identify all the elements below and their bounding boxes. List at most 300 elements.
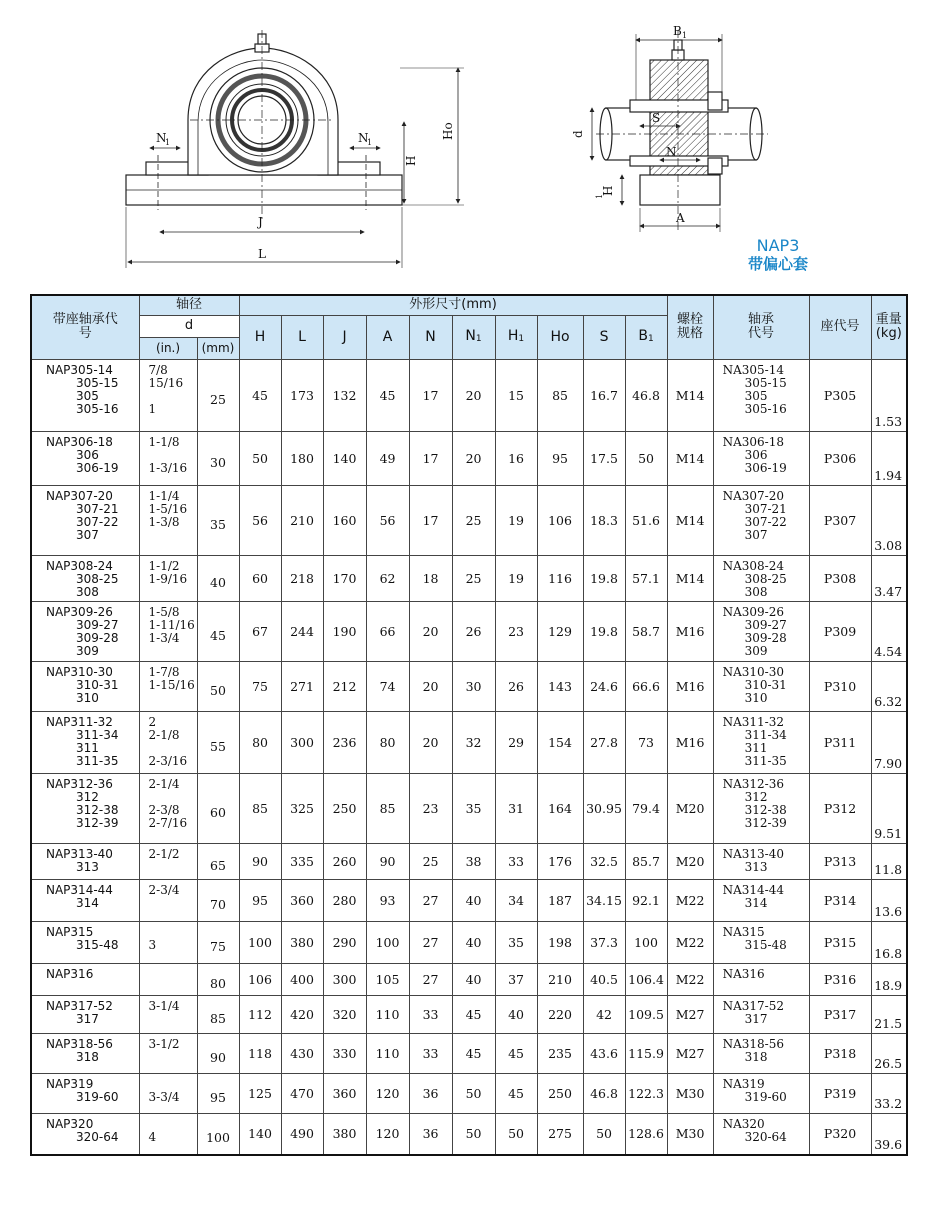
- inch-cell: [139, 773, 197, 843]
- bolt-cell: M14: [667, 485, 713, 555]
- bearing-cell: [713, 1113, 809, 1155]
- model-code: NAP314-44: [46, 882, 113, 897]
- dim-S-cell: 19.8: [583, 601, 625, 661]
- dim-N1-cell: 35: [452, 773, 495, 843]
- dim-J-cell: 330: [323, 1033, 366, 1073]
- dim-Ho-cell: 250: [537, 1073, 583, 1113]
- dim-S-cell: 40.5: [583, 963, 625, 995]
- bearing-code: 310-31: [744, 677, 787, 692]
- svg-text:N: N: [358, 131, 369, 145]
- dim-S-cell: 16.7: [583, 359, 625, 431]
- inch-cell: [139, 1113, 197, 1155]
- model-code: NAP311-32: [46, 714, 113, 729]
- dim-A-cell: 120: [366, 1073, 409, 1113]
- inch-cell: [139, 843, 197, 879]
- mm-cell: 60: [197, 773, 239, 843]
- model-code: 320-64: [76, 1129, 119, 1144]
- series-code: NAP3: [756, 236, 800, 255]
- bearing-code: NA307-20: [722, 488, 784, 503]
- bearing-code: 314: [744, 895, 768, 910]
- housing-cell: P307: [809, 485, 871, 555]
- inch-value: [149, 1078, 197, 1091]
- dim-H-cell: 60: [239, 555, 281, 601]
- table-row: [31, 1033, 907, 1073]
- header-d: d: [139, 315, 239, 337]
- model-code: 311-35: [76, 753, 119, 768]
- dim-B1-cell: 92.1: [625, 879, 667, 921]
- model-code: 305-16: [76, 401, 119, 416]
- inch-value: [149, 897, 197, 910]
- dim-N-cell: 33: [409, 995, 452, 1033]
- svg-text:B: B: [673, 24, 682, 38]
- inch-cell: [139, 879, 197, 921]
- mm-cell: 30: [197, 431, 239, 485]
- inch-value: 3-1/2: [148, 1036, 180, 1051]
- inch-value: [149, 529, 197, 542]
- dim-S-cell: 50: [583, 1113, 625, 1155]
- table-row: [31, 773, 907, 843]
- model-code: 307-22: [76, 514, 119, 529]
- inch-value: [149, 1013, 197, 1026]
- model-code: NAP307-20: [46, 488, 113, 503]
- dim-Ho-cell: 275: [537, 1113, 583, 1155]
- model-code: 314: [76, 895, 99, 910]
- dim-J-cell: 260: [323, 843, 366, 879]
- inch-value: [149, 1051, 197, 1064]
- dim-L-cell: 173: [281, 359, 323, 431]
- bearing-code: 312: [744, 789, 768, 804]
- dim-N1-cell: 32: [452, 711, 495, 773]
- dim-H-cell: 50: [239, 431, 281, 485]
- model-code: NAP315: [46, 924, 94, 939]
- bolt-cell: M14: [667, 431, 713, 485]
- dim-H-cell: 100: [239, 921, 281, 963]
- technical-drawings: [0, 0, 950, 292]
- inch-cell: [139, 963, 197, 995]
- dim-Ho-cell: 176: [537, 843, 583, 879]
- svg-text:1: 1: [367, 138, 373, 147]
- bearing-code: 311: [744, 740, 768, 755]
- dim-H1-cell: 26: [495, 661, 537, 711]
- mm-cell: 70: [197, 879, 239, 921]
- dim-A-cell: 66: [366, 601, 409, 661]
- table-row: [31, 601, 907, 661]
- model-code: NAP306-18: [46, 434, 113, 449]
- dim-Ho-cell: 210: [537, 963, 583, 995]
- dim-Ho-cell: 95: [537, 431, 583, 485]
- bearing-code: 318: [744, 1049, 768, 1064]
- dim-J-cell: 300: [323, 963, 366, 995]
- dim-H1-cell: 33: [495, 843, 537, 879]
- housing-cell: P305: [809, 359, 871, 431]
- bearing-cell: [713, 879, 809, 921]
- dim-N1-cell: 25: [452, 485, 495, 555]
- inch-value: [149, 390, 197, 403]
- dim-H1-cell: 29: [495, 711, 537, 773]
- bearing-cell: [713, 555, 809, 601]
- inch-value: [149, 692, 197, 705]
- model-code: NAP320: [46, 1116, 94, 1131]
- dim-Ho-cell: 85: [537, 359, 583, 431]
- series-description: 带偏心套: [747, 255, 808, 273]
- model-cell: [31, 1073, 139, 1113]
- svg-text:N: N: [156, 131, 167, 145]
- mm-cell: 75: [197, 921, 239, 963]
- housing-cell: P316: [809, 963, 871, 995]
- dim-H-cell: 45: [239, 359, 281, 431]
- dim-H1-cell: 23: [495, 601, 537, 661]
- model-code: 313: [76, 859, 99, 874]
- dim-H1-cell: 50: [495, 1113, 537, 1155]
- dim-S-cell: 32.5: [583, 843, 625, 879]
- bearing-code: 312-38: [744, 802, 787, 817]
- bearing-cell: [713, 843, 809, 879]
- dim-B1-cell: 109.5: [625, 995, 667, 1033]
- bearing-code: NA316: [722, 966, 765, 981]
- dim-H-cell: 95: [239, 879, 281, 921]
- inch-value: 3-1/4: [148, 998, 180, 1013]
- model-code: 311: [76, 740, 99, 755]
- inch-value: 1-3/8: [148, 514, 180, 529]
- inch-value: 1-15/16: [148, 677, 195, 692]
- inch-value: 2-7/16: [148, 815, 188, 830]
- dim-N-cell: 17: [409, 359, 452, 431]
- mm-cell: 25: [197, 359, 239, 431]
- dim-H1-cell: 19: [495, 485, 537, 555]
- mm-cell: 80: [197, 963, 239, 995]
- weight-cell: 3.47: [871, 555, 907, 601]
- mm-cell: 40: [197, 555, 239, 601]
- model-cell: [31, 359, 139, 431]
- housing-cell: P314: [809, 879, 871, 921]
- dim-Ho-cell: 129: [537, 601, 583, 661]
- weight-cell: 39.6: [871, 1113, 907, 1155]
- inch-value: [149, 926, 197, 939]
- dim-L-cell: 271: [281, 661, 323, 711]
- dim-B1-cell: 46.8: [625, 359, 667, 431]
- bearing-cell: [713, 995, 809, 1033]
- weight-cell: 26.5: [871, 1033, 907, 1073]
- inch-cell: [139, 431, 197, 485]
- dim-J-cell: 250: [323, 773, 366, 843]
- bearing-cell: [713, 359, 809, 431]
- dim-N-cell: 36: [409, 1073, 452, 1113]
- model-code: 306-19: [76, 460, 119, 475]
- bearing-code: 308-25: [744, 571, 787, 586]
- dim-N-cell: 20: [409, 661, 452, 711]
- model-cell: [31, 1033, 139, 1073]
- dim-N-cell: 20: [409, 601, 452, 661]
- header-bearing: 轴承代号: [713, 295, 809, 359]
- dim-S-cell: 18.3: [583, 485, 625, 555]
- mm-cell: 100: [197, 1113, 239, 1155]
- table-row: [31, 995, 907, 1033]
- dim-S-cell: 27.8: [583, 711, 625, 773]
- inch-value: 2-1/2: [148, 846, 180, 861]
- weight-cell: 33.2: [871, 1073, 907, 1113]
- dim-A-cell: 110: [366, 995, 409, 1033]
- model-cell: [31, 879, 139, 921]
- dim-S-cell: 43.6: [583, 1033, 625, 1073]
- dim-A-cell: 105: [366, 963, 409, 995]
- model-code: NAP318-56: [46, 1036, 113, 1051]
- weight-cell: 21.5: [871, 995, 907, 1033]
- model-code: 312-39: [76, 815, 119, 830]
- dim-N1-cell: 50: [452, 1113, 495, 1155]
- table-row: [31, 485, 907, 555]
- housing-cell: P315: [809, 921, 871, 963]
- model-code: 318: [76, 1049, 99, 1064]
- dim-J-cell: 140: [323, 431, 366, 485]
- dim-N1-cell: 50: [452, 1073, 495, 1113]
- header-J: J: [323, 315, 366, 359]
- svg-text:H: H: [404, 155, 418, 166]
- dim-Ho-cell: 106: [537, 485, 583, 555]
- spec-table: [30, 294, 908, 1156]
- weight-cell: 4.54: [871, 601, 907, 661]
- dim-H1-cell: 15: [495, 359, 537, 431]
- table-row: [31, 711, 907, 773]
- mm-cell: 35: [197, 485, 239, 555]
- dim-N1-cell: 25: [452, 555, 495, 601]
- bearing-cell: [713, 485, 809, 555]
- inch-value: 1-7/8: [148, 664, 180, 679]
- weight-cell: 11.8: [871, 843, 907, 879]
- dim-L-cell: 470: [281, 1073, 323, 1113]
- header-dims: 外形尺寸(mm): [239, 295, 667, 315]
- svg-text:H: H: [601, 185, 615, 196]
- dim-N1-cell: 20: [452, 359, 495, 431]
- bearing-cell: [713, 773, 809, 843]
- housing-cell: P312: [809, 773, 871, 843]
- bearing-code: 315-48: [744, 937, 787, 952]
- inch-value: 1-1/8: [148, 434, 180, 449]
- dim-H-cell: 80: [239, 711, 281, 773]
- model-cell: [31, 555, 139, 601]
- dim-H1-cell: 31: [495, 773, 537, 843]
- dim-N1-cell: 45: [452, 1033, 495, 1073]
- bearing-code: 305: [744, 388, 768, 403]
- dim-N-cell: 25: [409, 843, 452, 879]
- dim-N1-cell: 30: [452, 661, 495, 711]
- bolt-cell: M16: [667, 711, 713, 773]
- mm-cell: 50: [197, 661, 239, 711]
- dim-H-cell: 85: [239, 773, 281, 843]
- dim-Ho-cell: 143: [537, 661, 583, 711]
- dim-Ho-cell: 220: [537, 995, 583, 1033]
- inch-cell: [139, 711, 197, 773]
- model-code: NAP305-14: [46, 362, 113, 377]
- svg-text:N: N: [666, 145, 677, 159]
- inch-value: [149, 968, 197, 981]
- bearing-code: 313: [744, 859, 768, 874]
- inch-value: [149, 791, 197, 804]
- header-bolt: 螺栓规格: [667, 295, 713, 359]
- bearing-code: 309-27: [744, 617, 787, 632]
- dim-A-cell: 85: [366, 773, 409, 843]
- inch-value: 2: [148, 714, 157, 729]
- model-cell: [31, 963, 139, 995]
- dim-S-cell: 17.5: [583, 431, 625, 485]
- housing-cell: P311: [809, 711, 871, 773]
- dim-H-cell: 106: [239, 963, 281, 995]
- dim-H-cell: 75: [239, 661, 281, 711]
- mm-cell: 65: [197, 843, 239, 879]
- dim-N-cell: 27: [409, 879, 452, 921]
- table-header: [31, 295, 907, 359]
- bearing-code: 305-15: [744, 375, 787, 390]
- dim-B1-cell: 50: [625, 431, 667, 485]
- bolt-cell: M20: [667, 773, 713, 843]
- dim-S-cell: 30.95: [583, 773, 625, 843]
- dim-H1-cell: 19: [495, 555, 537, 601]
- header-N: N: [409, 315, 452, 359]
- dim-A-cell: 56: [366, 485, 409, 555]
- inch-cell: [139, 661, 197, 711]
- dim-N1-cell: 40: [452, 963, 495, 995]
- header-B1: $B_1$: [625, 315, 667, 359]
- svg-text:Ho: Ho: [441, 122, 455, 140]
- model-code: 305-15: [76, 375, 119, 390]
- bolt-cell: M22: [667, 963, 713, 995]
- bearing-code: NA308-24: [722, 558, 784, 573]
- bearing-code: 317: [744, 1011, 768, 1026]
- dim-J-cell: 236: [323, 711, 366, 773]
- inch-cell: [139, 555, 197, 601]
- dim-L-cell: 380: [281, 921, 323, 963]
- header-A: A: [366, 315, 409, 359]
- table-row: [31, 921, 907, 963]
- housing-cell: P318: [809, 1033, 871, 1073]
- model-code: 317: [76, 1011, 99, 1026]
- dim-L-cell: 335: [281, 843, 323, 879]
- model-code: 309-28: [76, 630, 119, 645]
- dim-N-cell: 20: [409, 711, 452, 773]
- dim-L-cell: 244: [281, 601, 323, 661]
- housing-cell: P309: [809, 601, 871, 661]
- table-row: [31, 1073, 907, 1113]
- inch-value: [149, 742, 197, 755]
- dim-B1-cell: 122.3: [625, 1073, 667, 1113]
- dim-B1-cell: 106.4: [625, 963, 667, 995]
- dim-S-cell: 46.8: [583, 1073, 625, 1113]
- model-cell: [31, 601, 139, 661]
- inch-value: 1-1/4: [148, 488, 180, 503]
- model-code: 309-27: [76, 617, 119, 632]
- inch-value: 1-3/4: [148, 630, 180, 645]
- dim-B1-cell: 51.6: [625, 485, 667, 555]
- dim-L-cell: 430: [281, 1033, 323, 1073]
- bearing-code: NA309-26: [722, 604, 784, 619]
- inch-value: 1-5/8: [148, 604, 180, 619]
- bearing-code: NA313-40: [722, 846, 784, 861]
- weight-cell: 9.51: [871, 773, 907, 843]
- inch-cell: [139, 359, 197, 431]
- inch-value: 2-3/8: [148, 802, 180, 817]
- dim-N-cell: 27: [409, 963, 452, 995]
- svg-text:J: J: [258, 215, 263, 229]
- bearing-code: 309: [744, 643, 768, 658]
- dim-B1-cell: 128.6: [625, 1113, 667, 1155]
- inch-value: 7/8: [148, 362, 168, 377]
- bearing-code: 311-34: [744, 727, 787, 742]
- svg-text:L: L: [258, 247, 266, 261]
- dim-Ho-cell: 187: [537, 879, 583, 921]
- dim-H-cell: 118: [239, 1033, 281, 1073]
- dim-H1-cell: 34: [495, 879, 537, 921]
- weight-cell: 7.90: [871, 711, 907, 773]
- mm-cell: 45: [197, 601, 239, 661]
- svg-text:A: A: [676, 211, 685, 225]
- dim-A-cell: 93: [366, 879, 409, 921]
- dim-N-cell: 18: [409, 555, 452, 601]
- model-cell: [31, 485, 139, 555]
- dim-L-cell: 400: [281, 963, 323, 995]
- inch-value: 1: [148, 401, 157, 416]
- model-code: 306: [76, 447, 99, 462]
- inch-value: [149, 645, 197, 658]
- bolt-cell: M20: [667, 843, 713, 879]
- inch-cell: [139, 921, 197, 963]
- dim-H1-cell: 16: [495, 431, 537, 485]
- inch-cell: [139, 1073, 197, 1113]
- housing-cell: P306: [809, 431, 871, 485]
- table-row: [31, 661, 907, 711]
- model-code: 310: [76, 690, 99, 705]
- table-row: [31, 431, 907, 485]
- housing-cell: P319: [809, 1073, 871, 1113]
- dim-N-cell: 27: [409, 921, 452, 963]
- bearing-cell: [713, 431, 809, 485]
- bearing-code: NA315: [722, 924, 765, 939]
- dim-S-cell: 42: [583, 995, 625, 1033]
- table-row: [31, 359, 907, 431]
- model-cell: [31, 661, 139, 711]
- bolt-cell: M22: [667, 921, 713, 963]
- bolt-cell: M14: [667, 555, 713, 601]
- inch-value: 1-5/16: [148, 501, 188, 516]
- dim-L-cell: 180: [281, 431, 323, 485]
- dim-S-cell: 34.15: [583, 879, 625, 921]
- dim-H-cell: 125: [239, 1073, 281, 1113]
- bearing-code: NA312-36: [722, 776, 784, 791]
- inch-value: 1-3/16: [148, 460, 188, 475]
- housing-cell: P317: [809, 995, 871, 1033]
- inch-value: [149, 861, 197, 874]
- dim-B1-cell: 115.9: [625, 1033, 667, 1073]
- inch-cell: [139, 1033, 197, 1073]
- svg-text:1: 1: [595, 193, 604, 199]
- series-title: [728, 236, 828, 274]
- bearing-cell: [713, 1033, 809, 1073]
- bearing-code: 308: [744, 584, 768, 599]
- side-view: [592, 30, 768, 232]
- bearing-code: 307-21: [744, 501, 787, 516]
- dim-J-cell: 380: [323, 1113, 366, 1155]
- dim-H1-cell: 45: [495, 1033, 537, 1073]
- model-code: 312: [76, 789, 99, 804]
- bearing-code: 320-64: [744, 1129, 787, 1144]
- dim-J-cell: 290: [323, 921, 366, 963]
- header-H1: $H_1$: [495, 315, 537, 359]
- bolt-cell: M27: [667, 1033, 713, 1073]
- model-code: 309: [76, 643, 99, 658]
- housing-cell: P320: [809, 1113, 871, 1155]
- dim-H-cell: 112: [239, 995, 281, 1033]
- dim-N-cell: 23: [409, 773, 452, 843]
- weight-cell: 18.9: [871, 963, 907, 995]
- dim-S-cell: 24.6: [583, 661, 625, 711]
